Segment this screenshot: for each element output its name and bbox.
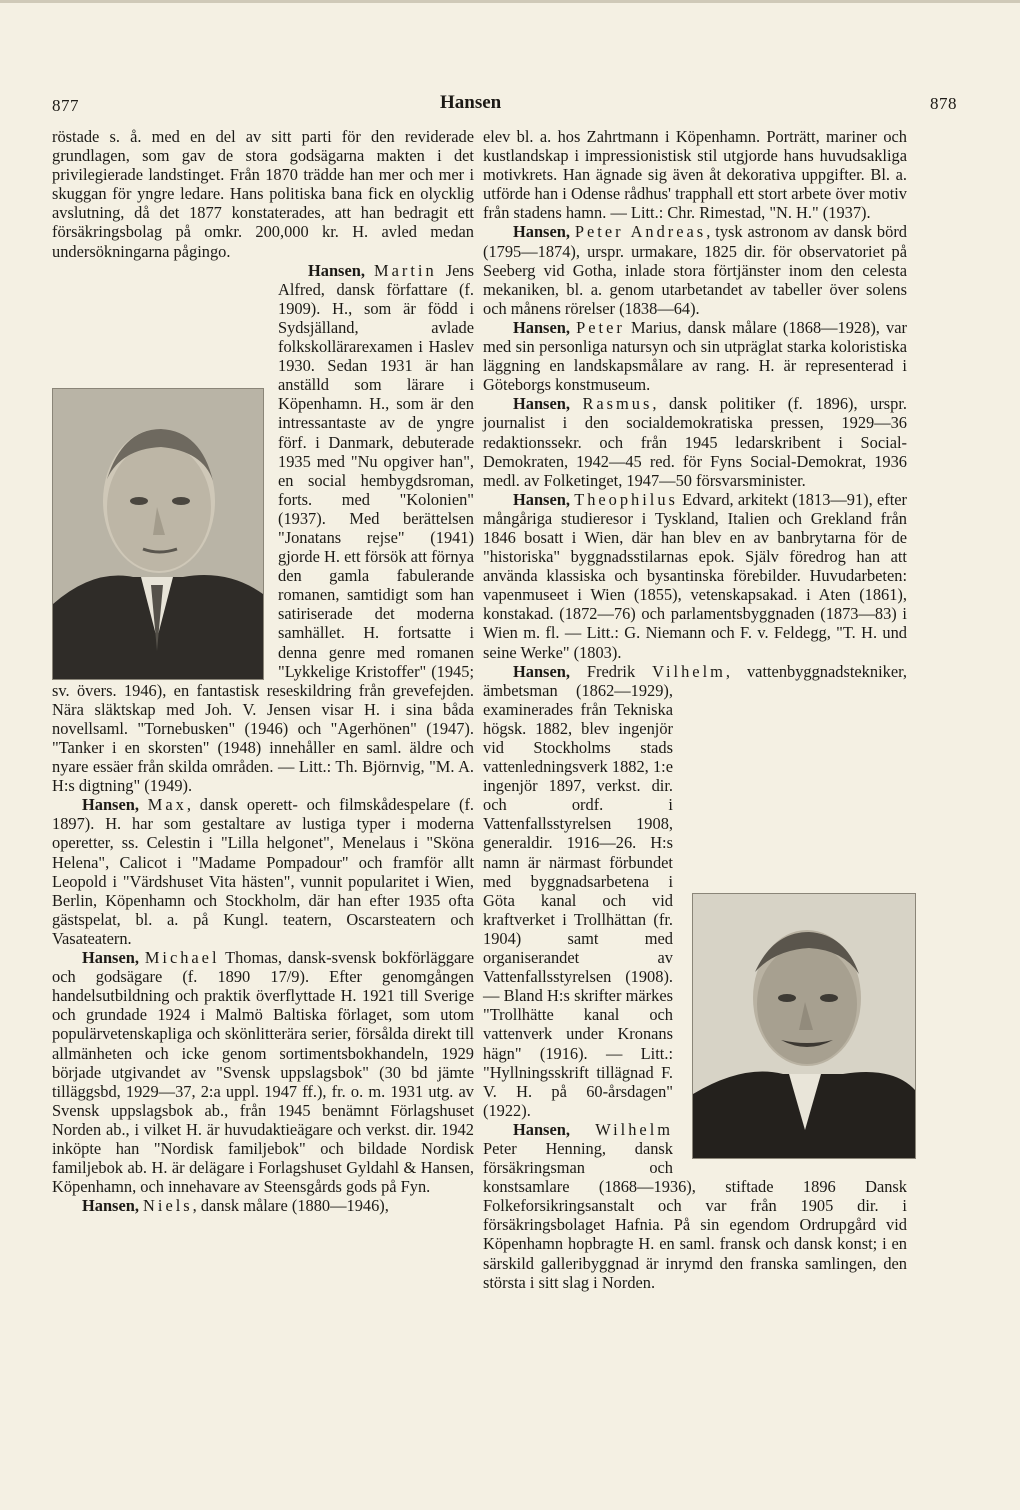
entry-headword: Hansen, [513,661,570,681]
entry-headword: Hansen, [513,489,570,509]
entry-spaced-name: Theophilus [574,489,678,509]
entry-spaced-name: Niels [143,1196,193,1216]
entry-spaced-name: Peter Andreas [574,222,707,242]
entry-headword: Hansen, [513,1119,570,1139]
entry-text: Thomas, dansk-svensk bokförläggare och godsägare (f. 1890 17/9). Efter genomgången handelsutbildning och praktik överflyttade H. 1921 till Sverige och grundade 1924 i Malmö Baltiska förlaget, som utom populärvetenskapliga och skönlitterära serier, försålda direkt till allmänheten och icke genom sortimentsbokhandeln, 1929 började utgivandet av "Svensk uppslagsbok" (30 bd jämte tilläggsbd, 1929—37, 2:a uppl. 1947 ff.), fr. o. m. 1931 utg. av Svensk uppslagsbok ab., från 1945 benämnt Förlagshuset Norden ab., i vilket H. är huvudaktieägare och verkst. dir. 1942 inköpte han "Nordisk familjebok" och bildade Nordisk familjebok ab. H. är delägare i Forlagshuset Gyldahl & Hansen, Köpenhamn, och innehavare av Steensgårds gods på Fyn. [52,948,474,1197]
entry-text: Jens Alfred, dansk författare (f. 1909). H., som är född i Sydsjälland, avlade folkskollärarexamen i Haslev 1930. Sedan 1931 är han anställd som lärare i Köpenhamn. H., som är den intressantaste av de yngre förf. i Danmark, debuterade 1935 med "Nu opgiver han", en social hembygdsroman, forts. med "Kolonien" (1937). Med berättelsen "Jonatans rejse" (1941) gjorde H. ett försök att förnya den gamla fabulerande romanen, samtidigt som han satiriserade det moderna samhället. H. fortsatte i denna genre med romanen "Lykkelige Kristoffer" (1945; sv. övers. 1946), en fantastisk reseskildring från grevefejden. Nära släktskap med Joh. V. Jensen visar H. i sina båda novellsaml. "Tornebusken" (1946) och "Agerhönen" (1947). "Tanker i en skorsten" (1948) innehåller en saml. äldre och nyare essäer från skilda områden. — Litt.: Th. Björnvig, "M. A. H:s digtning" (1949). [52,260,474,796]
entry-text: , tysk astronom av dansk börd (1795—1874), urspr. urmakare, 1825 dir. för observatoriet på Seeberg vid Gotha, inlade stora förtjänster inom den celesta mekaniken, bl. a. genom utarbetandet av tabeller över solens och månens rörelser (1838—64). [483,222,907,318]
entry-spaced-name: Vilhelm [652,661,726,681]
entry-peter-andreas-hansen [483,222,907,317]
portrait-fredrik-vilhelm-hansen [692,893,916,1159]
entry-max-hansen [52,795,474,948]
entry-headword: Hansen, [513,317,570,337]
entry-headword: Hansen, [82,1196,139,1216]
page-number-right: 878 [930,94,957,113]
entry-text: , dansk operett- och filmskådespelare (f. 1897). H. har som gestaltare av lustiga typer i moderna operetter, ss. Celestin i "Lilla helgonet", Menelaus i "Sköna Helena", Calicot i "Madame Pompadour" och framför allt Leopold i "Värdshuset Vita hästen", vunnit popularitet i Wien, Berlin, Köpenhamn och Stockholm, där han efter 1935 ofta gästspelat, bl. a. på Kungl. teatern, Oscarsteatern och Vasateatern. [52,795,475,948]
top-edge-line [0,0,1020,3]
portrait-image [693,894,915,1158]
entry-headword: Hansen, [513,394,570,414]
entry-headword: Hansen, [82,795,139,815]
entry-text: , dansk politiker (f. 1896), urspr. journalist i den socialdemokratiska pressen, 1929—36 redaktionssekr. och från 1945 ledarskribent i Social-Demokraten, 1942—45 red. för Fyns Social-Demokrat, 1936 medl. av Folketinget, 1947—50 försvarsminister. [483,394,907,490]
entry-rasmus-hansen [483,394,907,489]
entry-text: Peter Henning, dansk försäkringsman och konstsamlare (1868—1936), stiftade 1896 Dansk Folkeforsikringsanstalt och var från 1905 dir. i försäkringsbolaget Hafnia. På sin egendom Ordrupgård vid Köpenhamn hopbragte H. en saml. fransk och dansk konst; i en särskild galleribyggnad är inrymd den franska samlingen, den största i sitt slag i Norden. [483,1138,907,1292]
continuation-paragraph: elev bl. a. hos Zahrtmann i Köpenhamn. Porträtt, mariner och kustlandskap i impressionistisk stil utgjorde hans huvudsakliga motivkrets. Han ägnade sig även åt dekorativa uppgifter. Bl. a. utförde han i Odense rådhus' trapphall ett stort arbete över motiv från stadens hamn. — Litt.: Chr. Rimestad, "N. H." (1937). [483,127,907,223]
entry-headword: Hansen, [82,948,139,968]
entry-text: Fredrik [569,661,653,681]
entry-headword: Hansen, [308,260,365,280]
entry-text: Edvard, arkitekt (1813—91), efter mångåriga studieresor i Tyskland, Italien och Grekland från 1846 bosatt i Wien, där han blev en av banbrytarna för de "historiska" byggnadsstilarnas epok. Själv föredrog han att använda klassiska och bysantinska förebilder. Huvudarbeten: vapenmuseet i Wien (1855), vetenskapsakad. i Aten (1861), konstakad. (1872—76) och parlamentsbyggnaden (1873—83) i Wien m. fl. — Litt.: G. Niemann och F. v. Feldegg, "T. H. und seine Werke" (1803). [483,489,907,662]
entry-theophilus-hansen [483,490,907,662]
entry-text: , vattenbyggnadstekniker, ämbetsman (1862—1929), examinerades från Tekniska högsk. 1882, blev ingenjör vid Stockholms stads vattenledningsverk 1882, 1:e ingenjör 1897, verkst. dir. och ordf. i Vattenfallsstyrelsen 1908, generaldir. 1916—26. H:s namn är närmast förbundet med byggnadsarbetena i Göta kanal och vid kraftverket i Trollhättan (fr. 1904) samt med organiserandet av Vattenfallsstyrelsen (1908). — Bland H:s skrifter märkes "Trollhätte kanal och vattenverk under Kronans hägn" (1916). — Litt.: "Hyllningsskrift tillägnad F. V. H. på 60-årsdagen" (1922). [483,661,907,1120]
running-head: Hansen [440,92,502,113]
entry-text: Marius, dansk målare (1868—1928), var med sin personliga natursyn och sin utpräglat starka koloristiska läggning en landskapsmålare av rang. H. är representerad i Göteborgs konstmuseum. [483,317,907,395]
entry-spaced-name: Max [147,795,187,815]
entry-headword: Hansen, [513,222,570,242]
entry-spaced-name: Rasmus [582,394,653,414]
entry-peter-marius-hansen [483,318,907,394]
entry-spaced-name: Peter [576,317,625,337]
portrait-image [53,389,263,679]
entry-spaced-name: Martin [374,260,437,280]
entry-michael-hansen [52,948,474,1196]
entry-niels-hansen [52,1196,474,1215]
page-number-left: 877 [52,96,79,115]
continuation-paragraph: röstade s. å. med en del av sitt parti för den reviderade grundlagen, som gav de stora godsägarna makten i det privilegierade landstinget. Från 1870 trädde han mer och mer i skuggan för yngre ledare. Hans politiska bana fick en olycklig avslutning, då det 1877 konstaterades, att han bedragit ett försäkringsbolag på omkr. 200,000 kr. H. avled medan undersökningarna pågingo. [52,127,474,261]
portrait-martin-hansen [52,388,264,680]
entry-spaced-name: Wilhelm [595,1119,673,1139]
entry-text: , dansk målare (1880—1946), [192,1196,389,1216]
entry-spaced-name: Michael [144,948,220,968]
